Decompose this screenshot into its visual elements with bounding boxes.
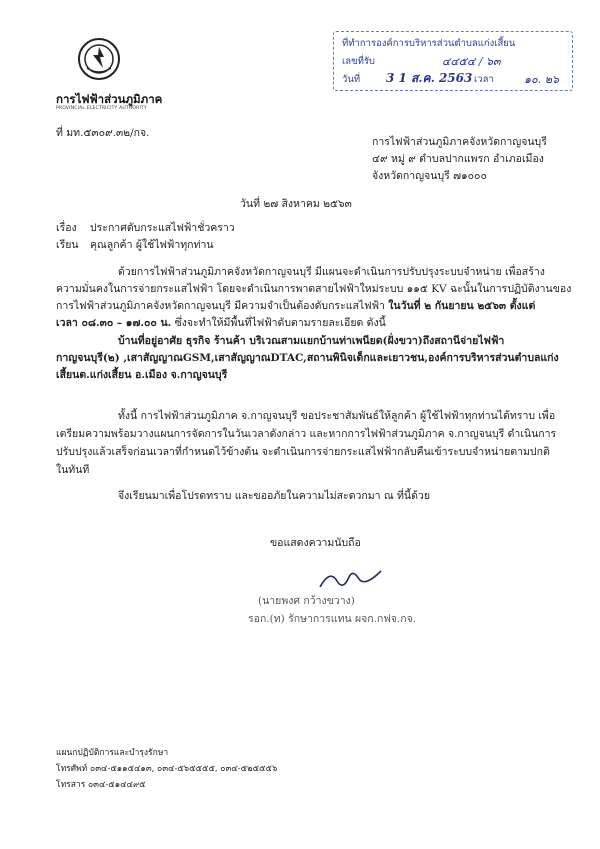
stamp-date-label: วันที่	[342, 74, 361, 85]
paragraph1-line4-text: ซึ่งจะทำให้มีพื้นที่ไฟฟ้าดับตามรายละเอียด ดังนี้	[171, 317, 386, 329]
paragraph2-line4: ในทันที	[56, 464, 90, 476]
paragraph2-line2: เตรียมความพร้อมวางแผนการจัดการในวันเวลาดังกล่าว และหากการไฟฟ้าส่วนภูมิภาค จ.กาญจนบุรี ดำเนินการ	[56, 428, 557, 440]
receipt-stamp	[333, 31, 573, 91]
organization-name: การไฟฟ้าส่วนภูมิภาค	[56, 92, 163, 106]
sender-address-line2: ๔๙ หมู่ ๙ ตำบลปากแพรก อำเภอเมือง	[372, 153, 544, 165]
paragraph1-line3	[56, 298, 535, 314]
organization-name-en: PROVINCIAL ELECTRICITY AUTHORITY	[56, 106, 147, 111]
paragraph1-line4	[56, 315, 386, 331]
footer-department: แผนกปฏิบัติการและบำรุงรักษา	[56, 748, 169, 758]
letter-date: วันที่ ๒๗ สิงหาคม ๒๕๖๓	[240, 198, 352, 210]
stamp-receive-label: เลขที่รับ	[342, 56, 375, 67]
closing-request: จึงเรียนมาเพื่อโปรดทราบ และขออภัยในความไม่สะดวกมา ณ ที่นี้ด้วย	[118, 490, 430, 502]
stamp-org: ที่ทำการองค์การบริหารส่วนตำบลแก่งเสี้ยน	[342, 38, 516, 49]
recipient-label: เรียน	[56, 239, 79, 251]
subject-label: เรื่อง	[56, 222, 77, 234]
area-line3: เสี้ยนต.แก่งเสี้ยน อ.เมือง จ.กาญจนบุรี	[56, 369, 228, 381]
stamp-time-label: เวลา	[474, 74, 494, 85]
footer-phone: โทรศัพท์ ๐๓๔-๕๑๑๕๔๑๓, ๐๓๔-๕๖๕๕๕๕, ๐๓๔-๕๒๕๕๕๖	[56, 764, 278, 774]
outage-date: ในวันที่ ๒ กันยายน ๒๕๖๓ ตั้งแต่	[388, 300, 536, 312]
stamp-date-value: 3 1 ส.ค. 2563	[386, 71, 473, 85]
area-line2: กาญจนบุรี(๒) ,เสาสัญญาณGSM,เสาสัญญาณDTAC,สถานพินิจเด็กและเยาวชน,องค์การบริหารส่วนตำบลแก่ง	[56, 352, 559, 364]
sender-address-line3: จังหวัดกาญจนบุรี ๗๑๐๐๐	[372, 170, 487, 182]
sender-address-line1: การไฟฟ้าส่วนภูมิภาคจังหวัดกาญจนบุรี	[372, 136, 547, 148]
paragraph1-line1: ด้วยการไฟฟ้าส่วนภูมิภาคจังหวัดกาญจนบุรี มีแผนจะดำเนินการปรับปรุงระบบจำหน่าย เพื่อสร้าง	[118, 266, 545, 278]
pea-logo	[78, 38, 120, 80]
stamp-time-value: ๑๐. ๒๖	[524, 73, 559, 86]
signer-title: รอก.(ท) รักษาการแทน ผจก.กฟจ.กจ.	[248, 613, 417, 625]
area-line1: บ้านที่อยู่อาศัย ธุรกิจ ร้านค้า บริเวณสามแยกบ้านท่าเพนียด(ฝั่งขวา)ถึงสถานีจ่ายไฟฟ้า	[118, 335, 505, 347]
footer-fax: โทรสาร ๐๓๔-๕๑๔๔๙๕	[56, 780, 146, 790]
recipient: คุณลูกค้า ผู้ใช้ไฟฟ้าทุกท่าน	[90, 239, 214, 251]
paragraph1-line2: ความมั่นคงในการจ่ายกระแสไฟฟ้า โดยจะดำเนินการพาดสายไฟฟ้าใหม่ระบบ ๑๑๕ KV ฉะนั้นในการปฏิบัติงานของ	[56, 283, 572, 295]
signer-name: (นายพงศ กว้างขวาง)	[258, 595, 355, 607]
stamp-receive-value: ๔๔๕๔ / ๖๓	[442, 55, 501, 68]
paragraph1-line3-text: การไฟฟ้าส่วนภูมิภาคจังหวัดกาญจนบุรี มีความจำเป็นต้องดับกระแสไฟฟ้า	[56, 300, 389, 312]
subject: ประกาศดับกระแสไฟฟ้าชั่วคราว	[90, 222, 235, 234]
paragraph2-line3: ปรับปรุงแล้วเสร็จก่อนเวลาที่กำหนดไว้ข้างต้น จะดำเนินการจ่ายกระแสไฟฟ้ากลับคืนเข้าระบบจำหน่ายตามปกติ	[56, 446, 550, 458]
outage-time: เวลา ๐๘.๓๐ – ๑๗.๐๐ น.	[56, 317, 172, 329]
reference-number: ที่ มท.๕๓๐๙.๓๒/กจ.	[56, 127, 150, 139]
closing: ขอแสดงความนับถือ	[270, 537, 361, 549]
paragraph2-line1: ทั้งนี้ การไฟฟ้าส่วนภูมิภาค จ.กาญจนบุรี ขอประชาสัมพันธ์ให้ลูกค้า ผู้ใช้ไฟฟ้าทุกท่านได้ทราบ เพื่อ	[118, 410, 556, 422]
